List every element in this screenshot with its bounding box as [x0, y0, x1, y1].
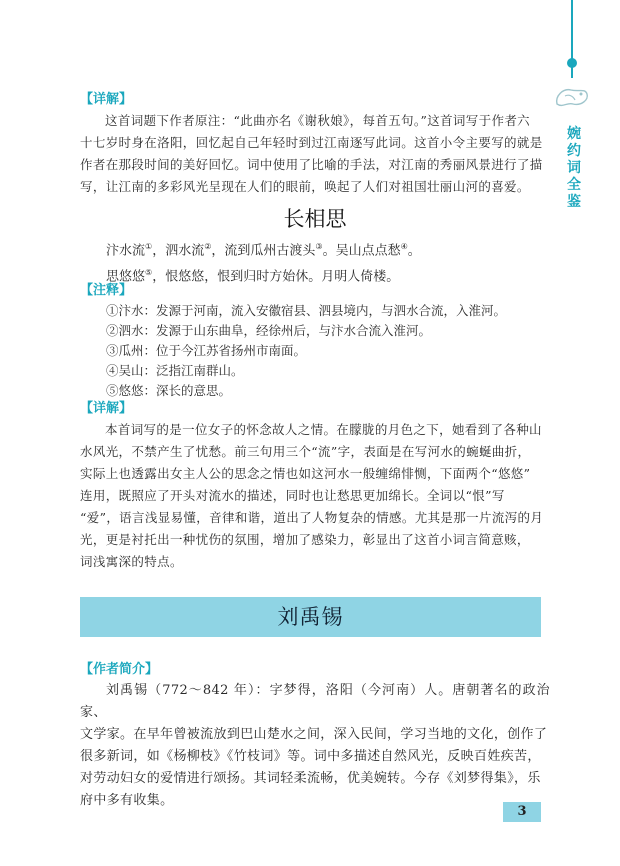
poem-fragment: 汴水流	[106, 243, 146, 259]
side-title-char: 婉	[567, 126, 581, 142]
explanation-line: 实际上也透露出女主人公的思念之情也如这河水一般缠绵悱恻，下面两个“悠悠”	[80, 466, 531, 481]
footnote-mark: ②	[204, 242, 212, 251]
poem-fragment: 。	[407, 243, 421, 259]
side-title-char: 鉴	[567, 194, 581, 210]
explanation-section-2	[80, 399, 550, 573]
author-intro-tag: 【作者简介】	[80, 662, 159, 677]
poem-fragment: 思悠悠	[106, 269, 146, 285]
note-item: ②泗水：发源于山东曲阜，经徐州后，与汴水合流入淮河。	[106, 323, 432, 338]
footnote-mark: ④	[400, 242, 408, 251]
notes-tag: 【注释】	[80, 283, 133, 298]
explanation-tag: 【详解】	[80, 92, 133, 107]
side-dot	[567, 58, 577, 68]
note-item: ④吴山：泛指江南群山。	[106, 363, 244, 378]
author-intro-line: 文学家。在早年曾被流放到巴山楚水之间，深入民间，学习当地的文化，创作了	[80, 727, 548, 742]
poem-line-1	[80, 236, 550, 262]
explanation-tag: 【详解】	[80, 401, 133, 416]
author-intro-line: 府中多有收集。	[80, 793, 174, 808]
explanation-line: “爱”，语言浅显易懂，音律和谐，道出了人物复杂的情感。尤其是那一片流泻的月	[80, 510, 544, 525]
note-item: ③瓜州：位于今江苏省扬州市南面。	[106, 343, 307, 358]
notes-section	[80, 281, 550, 401]
footnote-mark: ①	[145, 242, 153, 251]
author-name: 刘禹锡	[277, 605, 344, 629]
poem-fragment: ，泗水流	[152, 243, 205, 259]
poem-fragment: 。吴山点点愁	[322, 243, 401, 259]
explanation-line: 作者在那段时间的美好回忆。词中使用了比喻的手法，对江南的秀丽风景进行了描	[80, 157, 543, 172]
side-title-char: 全	[567, 177, 581, 193]
author-intro-line: 对劳动妇女的爱情进行颂扬。其词轻柔流畅，优美婉转。今存《刘梦得集》，乐	[80, 771, 541, 786]
poem-title: 长相思	[283, 207, 347, 231]
dragon-ornament-icon	[551, 82, 591, 112]
side-title-char: 词	[567, 160, 581, 176]
explanation-line: 这首词题下作者原注：“此曲亦名《谢秋娘》，每首五句。”这首词写于作者六	[105, 113, 531, 128]
note-item: ⑤悠悠：深长的意思。	[106, 383, 232, 398]
explanation-section-1	[80, 90, 550, 198]
author-intro-line: 很多新词，如《杨柳枝》《竹枝词》等。词中多描述自然风光，反映百姓疾苦，	[80, 749, 541, 764]
footnote-mark: ⑤	[145, 268, 153, 278]
explanation-line: 十七岁时身在洛阳，回忆起自己年轻时到过江南逐写此词。这首小令主要写的就是	[80, 135, 543, 150]
explanation-line: 本首词写的是一位女子的怀念故人之情。在朦胧的月色之下，她看到了各种山	[105, 422, 542, 437]
page-number: 3	[503, 802, 541, 822]
poem-fragment: ，恨悠悠，恨到归时方始休。月明人倚楼。	[152, 269, 400, 285]
author-intro-section	[80, 660, 550, 812]
explanation-line: 连用，既照应了开头对流水的描述，同时也让愁思更加绵长。全词以“恨”写	[80, 488, 505, 503]
explanation-line: 词浅寓深的特点。	[80, 554, 183, 569]
author-heading-bar	[80, 597, 541, 637]
side-book-title	[563, 126, 585, 211]
explanation-line: 写，让江南的多彩风光呈现在人们的眼前，唤起了人们对祖国壮丽山河的喜爱。	[80, 179, 530, 194]
poem-fragment: ，流到瓜州古渡头	[211, 243, 316, 259]
explanation-line: 光，更是衬托出一种忧伤的氛围，增加了感染力，彰显出了这首小词言简意赅，	[80, 532, 530, 547]
side-title-char: 约	[567, 143, 581, 159]
explanation-line: 水风光，不禁产生了忧愁。前三句用三个“流”字，表面是在写河水的蜿蜒曲折，	[80, 444, 531, 459]
footnote-mark: ③	[315, 242, 323, 251]
note-item: ①汴水：发源于河南，流入安徽宿县、泗县境内，与泗水合流，入淮河。	[106, 303, 507, 318]
author-intro-line: 刘禹锡（772～842 年）：字梦得，洛阳（今河南）人。唐朝著名的政治家、	[80, 683, 550, 720]
